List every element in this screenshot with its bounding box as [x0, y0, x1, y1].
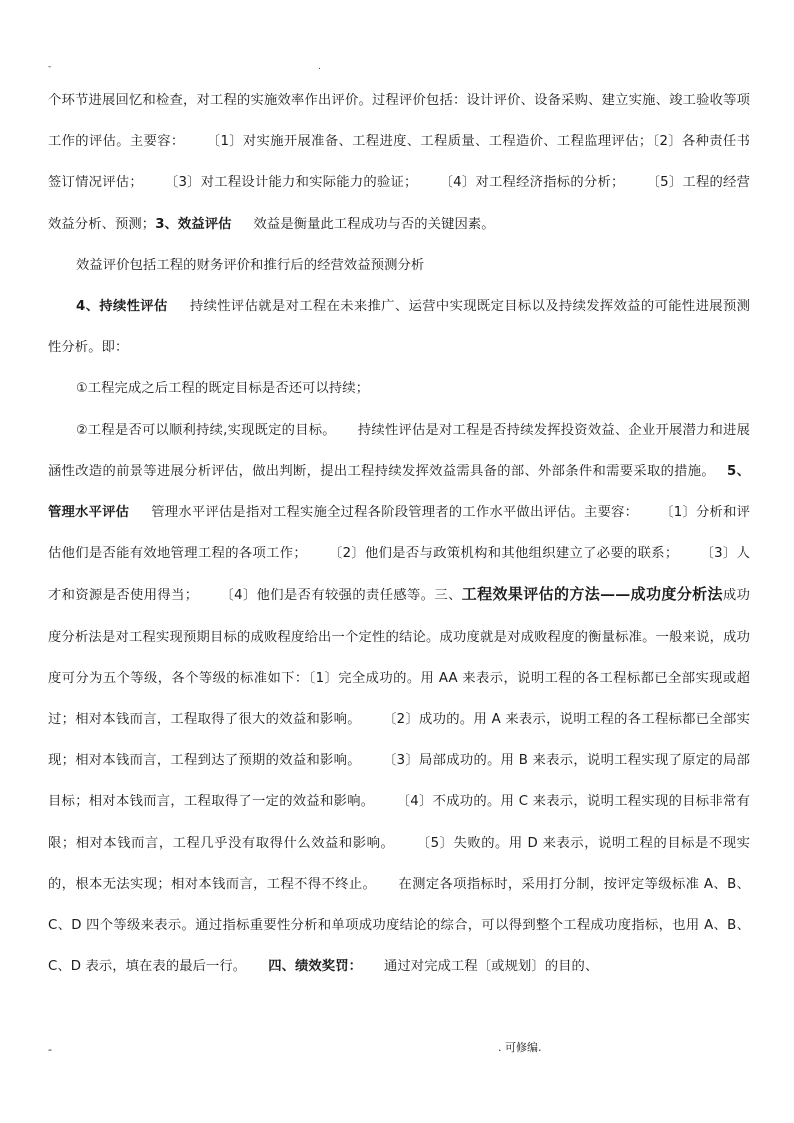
heading-management: 5、管理水平评估 — [48, 463, 750, 521]
header-center-mark: . — [318, 62, 321, 72]
heading-performance-reward: 四、绩效奖罚： — [268, 959, 362, 975]
text-item-1: 〔1〕对实施开展准备、工程进度、工程质量、工程造价、工程监理评估； — [206, 134, 653, 150]
list-item-1 — [48, 368, 750, 409]
paragraph-sustainability — [48, 286, 750, 368]
list-item-2 — [48, 410, 750, 988]
text-benefit-key: 效益是衡量此工程成功与否的关键因素。 — [253, 216, 495, 232]
text-management-2: 〔2〕他们是否与政策机构和其他组织建立了必要的联系； — [328, 546, 679, 562]
text-management-1: 〔1〕分析和评估他们是否能有效地管理工程的各项工作； — [48, 505, 750, 562]
text-grade-aa: 〔1〕完全成功的。用 AA 来表示，说明工程的各工程标都已全部实现或超过；相对本钱而言，工程取得了很大的效益和影响。 — [48, 670, 751, 728]
footer-left-mark: - — [48, 1043, 52, 1056]
text-benefit-content: 效益评价包括工程的财务评价和推行后的经营效益预测分析 — [76, 257, 425, 273]
text-list-item-2: 工程是否可以顺利持续,实现既定的目标。 — [87, 422, 336, 438]
heading-sustainability: 4、持续性评估 — [76, 299, 168, 315]
text-grade-d: 〔5〕失败的。用 D 来表示，说明工程的目标是不现实的，根本无法实现；相对本钱而言，工程不得不终止。 — [48, 835, 750, 892]
text-item-4: 〔4〕对工程经济指标的分析； — [439, 175, 625, 191]
text-list-item-1: 工程完成之后工程的既定目标是否还可以持续； — [87, 381, 370, 397]
text-management-intro: 管理水平评估是指对工程实施全过程各阶段管理者的工作水平做出评估。主要容： — [151, 505, 639, 521]
circled-number-2: ② — [76, 422, 88, 438]
text-process-intro: 个环节进展回忆和检查，对工程的实施效率作出评价。过程评价包括：设计评价、设备采购、建立实施、竣工验收等项工作的评估。主要容： — [48, 93, 750, 150]
text-management-3: 〔3〕人才和资源是否使用得当； — [48, 546, 750, 604]
document-body — [48, 80, 750, 987]
text-grade-b: 〔3〕局部成功的。用 B 来表示，说明工程实现了原定的局部目标；相对本钱而言，工程取得了一定的效益和影响。 — [48, 753, 750, 810]
footer-right-mark: . 可修编. — [498, 1041, 542, 1054]
circled-number-1: ① — [76, 381, 88, 397]
text-sustainability: 持续性评估就是对工程在未来推广、运营中实现既定目标以及持续发挥效益的可能性进展预测性分析。即： — [48, 299, 751, 356]
text-grade-a: 〔2〕成功的。用 A 来表示，说明工程的各工程标都已全部实现；相对本钱而言，工程到达了预期的效益和影响。 — [48, 712, 750, 769]
heading-benefit-evaluation: 3、效益评估 — [155, 216, 232, 232]
text-performance-reward: 通过对完成工程〔或规划〕的目的、 — [384, 959, 599, 975]
text-success-intro: 成功度分析法是对工程实现预期目标的成败程度给出一个定性的结论。成功度就是对成败程度的衡量标准。一般来说，成功度可分为五个等级，各个等级的标准如下： — [48, 588, 751, 686]
text-item-3: 〔3〕对工程设计能力和实际能力的验证； — [164, 175, 418, 191]
text-management-4: 〔4〕他们是否有较强的责任感等。三、 — [220, 588, 462, 604]
text-scoring: 在测定各项指标时，采用打分制，按评定等级标准 A、B、C、D 四个等级来表示。通过指标重要性分析和单项成功度结论的综合，可以得到整个工程成功度指标，也用 A、B、C、D 表示，填在表的最后一行。 — [48, 876, 750, 975]
heading-success-analysis: 工程效果评估的方法——成功度分析法 — [461, 585, 723, 604]
text-sustainability-detail: 持续性评估是对工程是否持续发挥投资效益、企业开展潜力和进展涵性改造的前景等进展分析评估，做出判断，提出工程持续发挥效益需具备的部、外部条件和需要采取的措施。 — [48, 422, 750, 479]
text-item-5: 〔5〕工程的经营效益分析、预测； — [48, 175, 751, 232]
paragraph-process-evaluation — [48, 80, 750, 245]
text-grade-c: 〔4〕不成功的。用 C 来表示，说明工程实现的目标非常有限；相对本钱而言，工程几乎没有取得什么效益和影响。 — [48, 794, 751, 851]
paragraph-benefit — [48, 245, 750, 286]
header-left-mark: - — [48, 62, 52, 72]
text-item-2: 〔2〕各种责任书签订情况评估； — [48, 134, 750, 191]
